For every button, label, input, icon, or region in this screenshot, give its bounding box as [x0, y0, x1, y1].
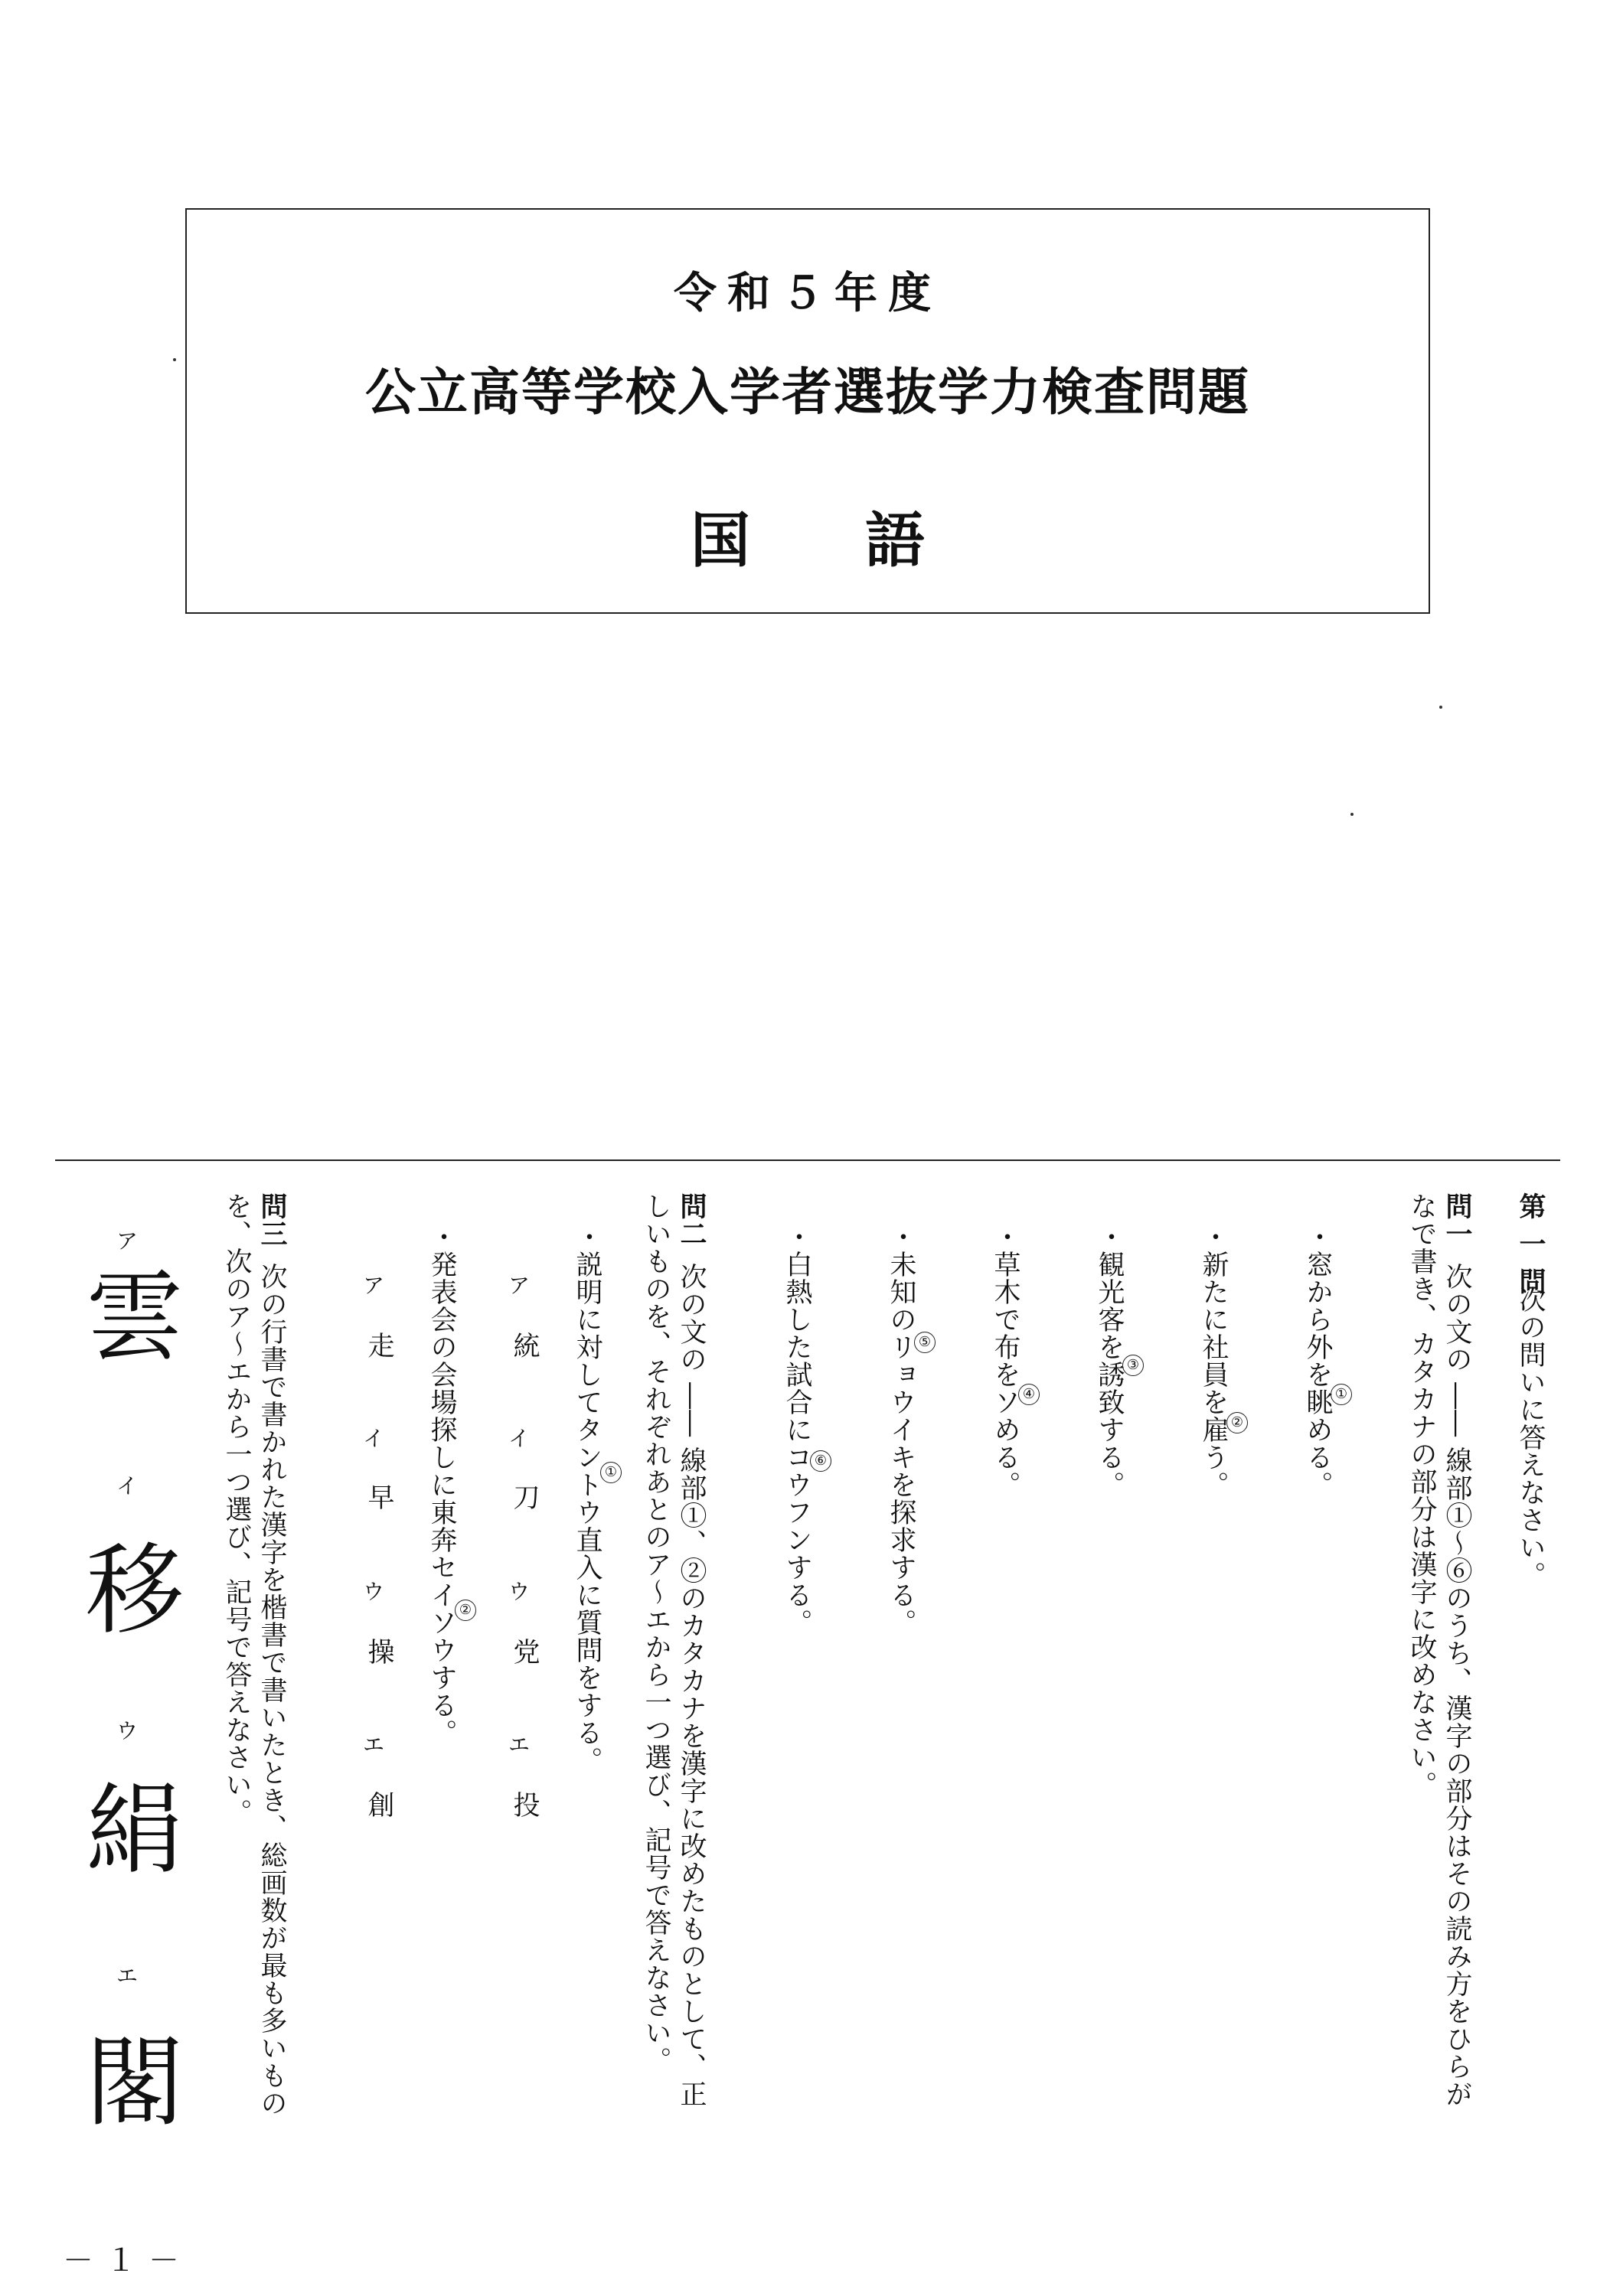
q2-s1-choice-b-label: イ — [508, 1426, 531, 1451]
q3-choice-a-kanji: 雲 — [86, 1261, 185, 1375]
q2-sentence-1-marker: ① — [600, 1462, 622, 1483]
q2-s2-choice-d-label: エ — [363, 1732, 385, 1757]
q3-instruction-line2: を、次のア～エから一つ選び、記号で答えなさい。 — [221, 1192, 252, 1826]
q2-s1-choice-b: 刀 — [509, 1483, 540, 1511]
exam-year: 令和５年度 — [674, 269, 942, 318]
q3-label: 問三 — [256, 1192, 288, 1247]
q1-item-5: ・未知のリョウイキを探求する。 — [886, 1223, 916, 1636]
q1-item-6-marker: ⑥ — [810, 1450, 831, 1472]
q3-choice-d-label: エ — [116, 1963, 139, 1988]
exam-title: 公立高等学校入学者選抜学力検査問題 — [365, 362, 1250, 422]
q2-label: 問二 — [676, 1192, 707, 1247]
q3-choice-c-kanji: 絹 — [86, 1773, 185, 1887]
q2-instruction-line1: 次の文の ―― 線部①、②のカタカナを漢字に改めたものとして、正 — [676, 1263, 707, 2108]
q2-s1-choice-a-label: ア — [508, 1273, 531, 1298]
q2-instruction-line2: しいものを、それぞれあとのア～エから一つ選び、記号で答えなさい。 — [641, 1192, 671, 2074]
q2-s1-choice-c: 党 — [509, 1638, 540, 1665]
q3-choice-b-kanji: 移 — [86, 1534, 185, 1648]
q2-s2-choice-c-label: ウ — [363, 1579, 385, 1604]
exam-title-box — [185, 208, 1430, 614]
scan-speck — [1439, 706, 1442, 709]
exam-subject: 国語 — [690, 506, 1040, 576]
q2-s2-choice-c: 操 — [364, 1638, 394, 1665]
q1-item-3-marker: ③ — [1122, 1355, 1144, 1376]
section-divider — [55, 1159, 1560, 1161]
q3-choice-c-label: ウ — [116, 1718, 139, 1743]
q3-choice-a-label: ア — [116, 1228, 139, 1254]
q1-instruction-line2: なで書き、カタカナの部分は漢字に改めなさい。 — [1406, 1192, 1437, 1799]
scan-speck — [173, 358, 176, 361]
scan-speck — [1350, 813, 1354, 816]
q1-item-1-marker: ① — [1331, 1384, 1352, 1405]
q2-s2-choice-a: 走 — [364, 1332, 394, 1359]
q1-item-5-marker: ⑤ — [914, 1332, 936, 1353]
q2-sentence-1: ・説明に対してタントウ直入に質問をする。 — [572, 1223, 603, 1774]
section-instruction: 次の問いに答えなさい。 — [1515, 1286, 1546, 1589]
q3-choice-d-kanji: 閣 — [86, 2026, 185, 2140]
q1-item-1: ・窓から外を眺める。 — [1302, 1223, 1333, 1499]
q2-s2-choice-b: 早 — [364, 1483, 394, 1511]
section-heading: 第 一 問 — [1515, 1192, 1546, 1296]
q2-s2-choice-d: 創 — [364, 1791, 394, 1818]
q1-item-3: ・観光客を誘致する。 — [1094, 1223, 1125, 1499]
q1-item-6: ・白熱した試合にコウフンする。 — [782, 1223, 812, 1636]
q1-instruction-line1: 次の文の ―― 線部①～⑥のうち、漢字の部分はその読み方をひらが — [1442, 1263, 1472, 2108]
q2-s1-choice-c-label: ウ — [508, 1579, 531, 1604]
q1-label: 問一 — [1442, 1192, 1473, 1247]
q2-sentence-2: ・発表会の会場探しに東奔セイソウする。 — [426, 1223, 457, 1746]
q1-item-4-marker: ④ — [1018, 1384, 1040, 1405]
q1-item-2: ・新たに社員を雇う。 — [1198, 1223, 1229, 1499]
q3-instruction-line1: 次の行書で書かれた漢字を楷書で書いたとき、総画数が最も多いもの — [256, 1263, 287, 2117]
q2-s1-choice-d: 投 — [509, 1791, 540, 1818]
q1-item-2-marker: ② — [1226, 1412, 1248, 1433]
q1-item-4: ・草木で布をソめる。 — [990, 1223, 1020, 1499]
q3-choice-b-label: イ — [116, 1473, 139, 1499]
q2-s2-choice-a-label: ア — [363, 1273, 385, 1298]
page-number: －１－ — [63, 2243, 191, 2278]
q2-s2-choice-b-label: イ — [363, 1426, 385, 1451]
q2-s1-choice-d-label: エ — [508, 1732, 531, 1757]
q2-sentence-2-marker: ② — [455, 1600, 476, 1621]
q2-s1-choice-a: 統 — [509, 1332, 540, 1359]
